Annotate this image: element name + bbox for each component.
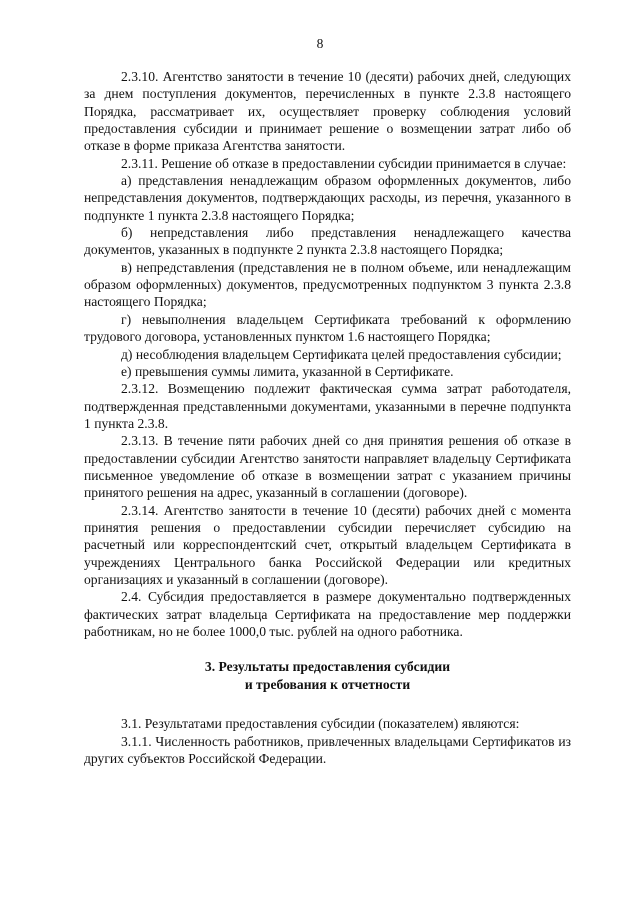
paragraph: 3.1.1. Численность работников, привлеченных владельцами Сертификатов из других субъектов Российской Федерации. [84, 733, 571, 767]
paragraph: 2.4. Субсидия предоставляется в размере документально подтвержденных фактических затрат владельца Сертификата на предоставление мер поддержки работникам, но не более 1000,0 тыс. рублей на одного работника. [84, 589, 571, 639]
list-item: е) превышения суммы лимита, указанной в Сертификате. [121, 363, 454, 379]
section-heading-line: 3. Результаты предоставления субсидии [204, 659, 451, 675]
document-body [84, 68, 571, 767]
section-heading-line: и требования к отчетности [244, 676, 411, 692]
section-heading [84, 658, 571, 693]
paragraph: 3.1. Результатами предоставления субсидии (показателем) являются: [121, 716, 520, 732]
list-item: д) несоблюдения владельцем Сертификата целей предоставления субсидии; [121, 346, 562, 362]
paragraph: 2.3.12. Возмещению подлежит фактическая сумма затрат работодателя, подтвержденная представленными документами, указанными в перечне подпункта 1 пункта 2.3.8. [84, 381, 571, 431]
list-item: в) непредставления (представления не в полном объеме, или ненадлежащим образом оформленных) документов, предусмотренных подпунктом 3 пункта 2.3.8 настоящего Порядка; [84, 259, 571, 310]
page-number: 8 [316, 36, 324, 51]
paragraph: 2.3.13. В течение пяти рабочих дней со дня принятия решения об отказе в предоставлении субсидии Агентство занятости направляет владельцу Сертификата письменное уведомление об отказе в возмещении затрат с указанием причины принятого решения на адрес, указанный в соглашении (договоре). [84, 433, 571, 501]
paragraph: 2.3.10. Агентство занятости в течение 10 (десяти) рабочих дней, следующих за днем поступления документов, перечисленных в пункте 2.3.8 настоящего Порядка, рассматривает их, осуществляет проверку соблюдения условий предоставления субсидии и принимает решение о возмещении затрат либо об отказе в форме приказа Агентства занятости. [84, 69, 571, 154]
paragraph: 2.3.11. Решение об отказе в предоставлении субсидии принимается в случае: [121, 155, 567, 171]
list-item: б) непредставления либо представления ненадлежащего качества документов, указанных в подпункте 2 пункта 2.3.8 настоящего Порядка; [84, 225, 571, 258]
paragraph: 2.3.14. Агентство занятости в течение 10 (десяти) рабочих дней с момента принятия решения о предоставлении субсидии перечисляет субсидию на расчетный или корреспондентский счет, открытый владельцем Сертификата в учреждениях Центрального банка Российской Федерации или кредитных организациях и указанный в соглашении (договоре). [84, 502, 571, 587]
list-item: г) невыполнения владельцем Сертификата требований к оформлению трудового договора, установленных пунктом 1.6 настоящего Порядка; [84, 311, 571, 345]
list-item: а) представления ненадлежащим образом оформленных документов, либо непредставления документов, подтверждающих расходы, из перечня, указанного в подпункте 1 пункта 2.3.8 настоящего Порядка; [84, 173, 571, 223]
